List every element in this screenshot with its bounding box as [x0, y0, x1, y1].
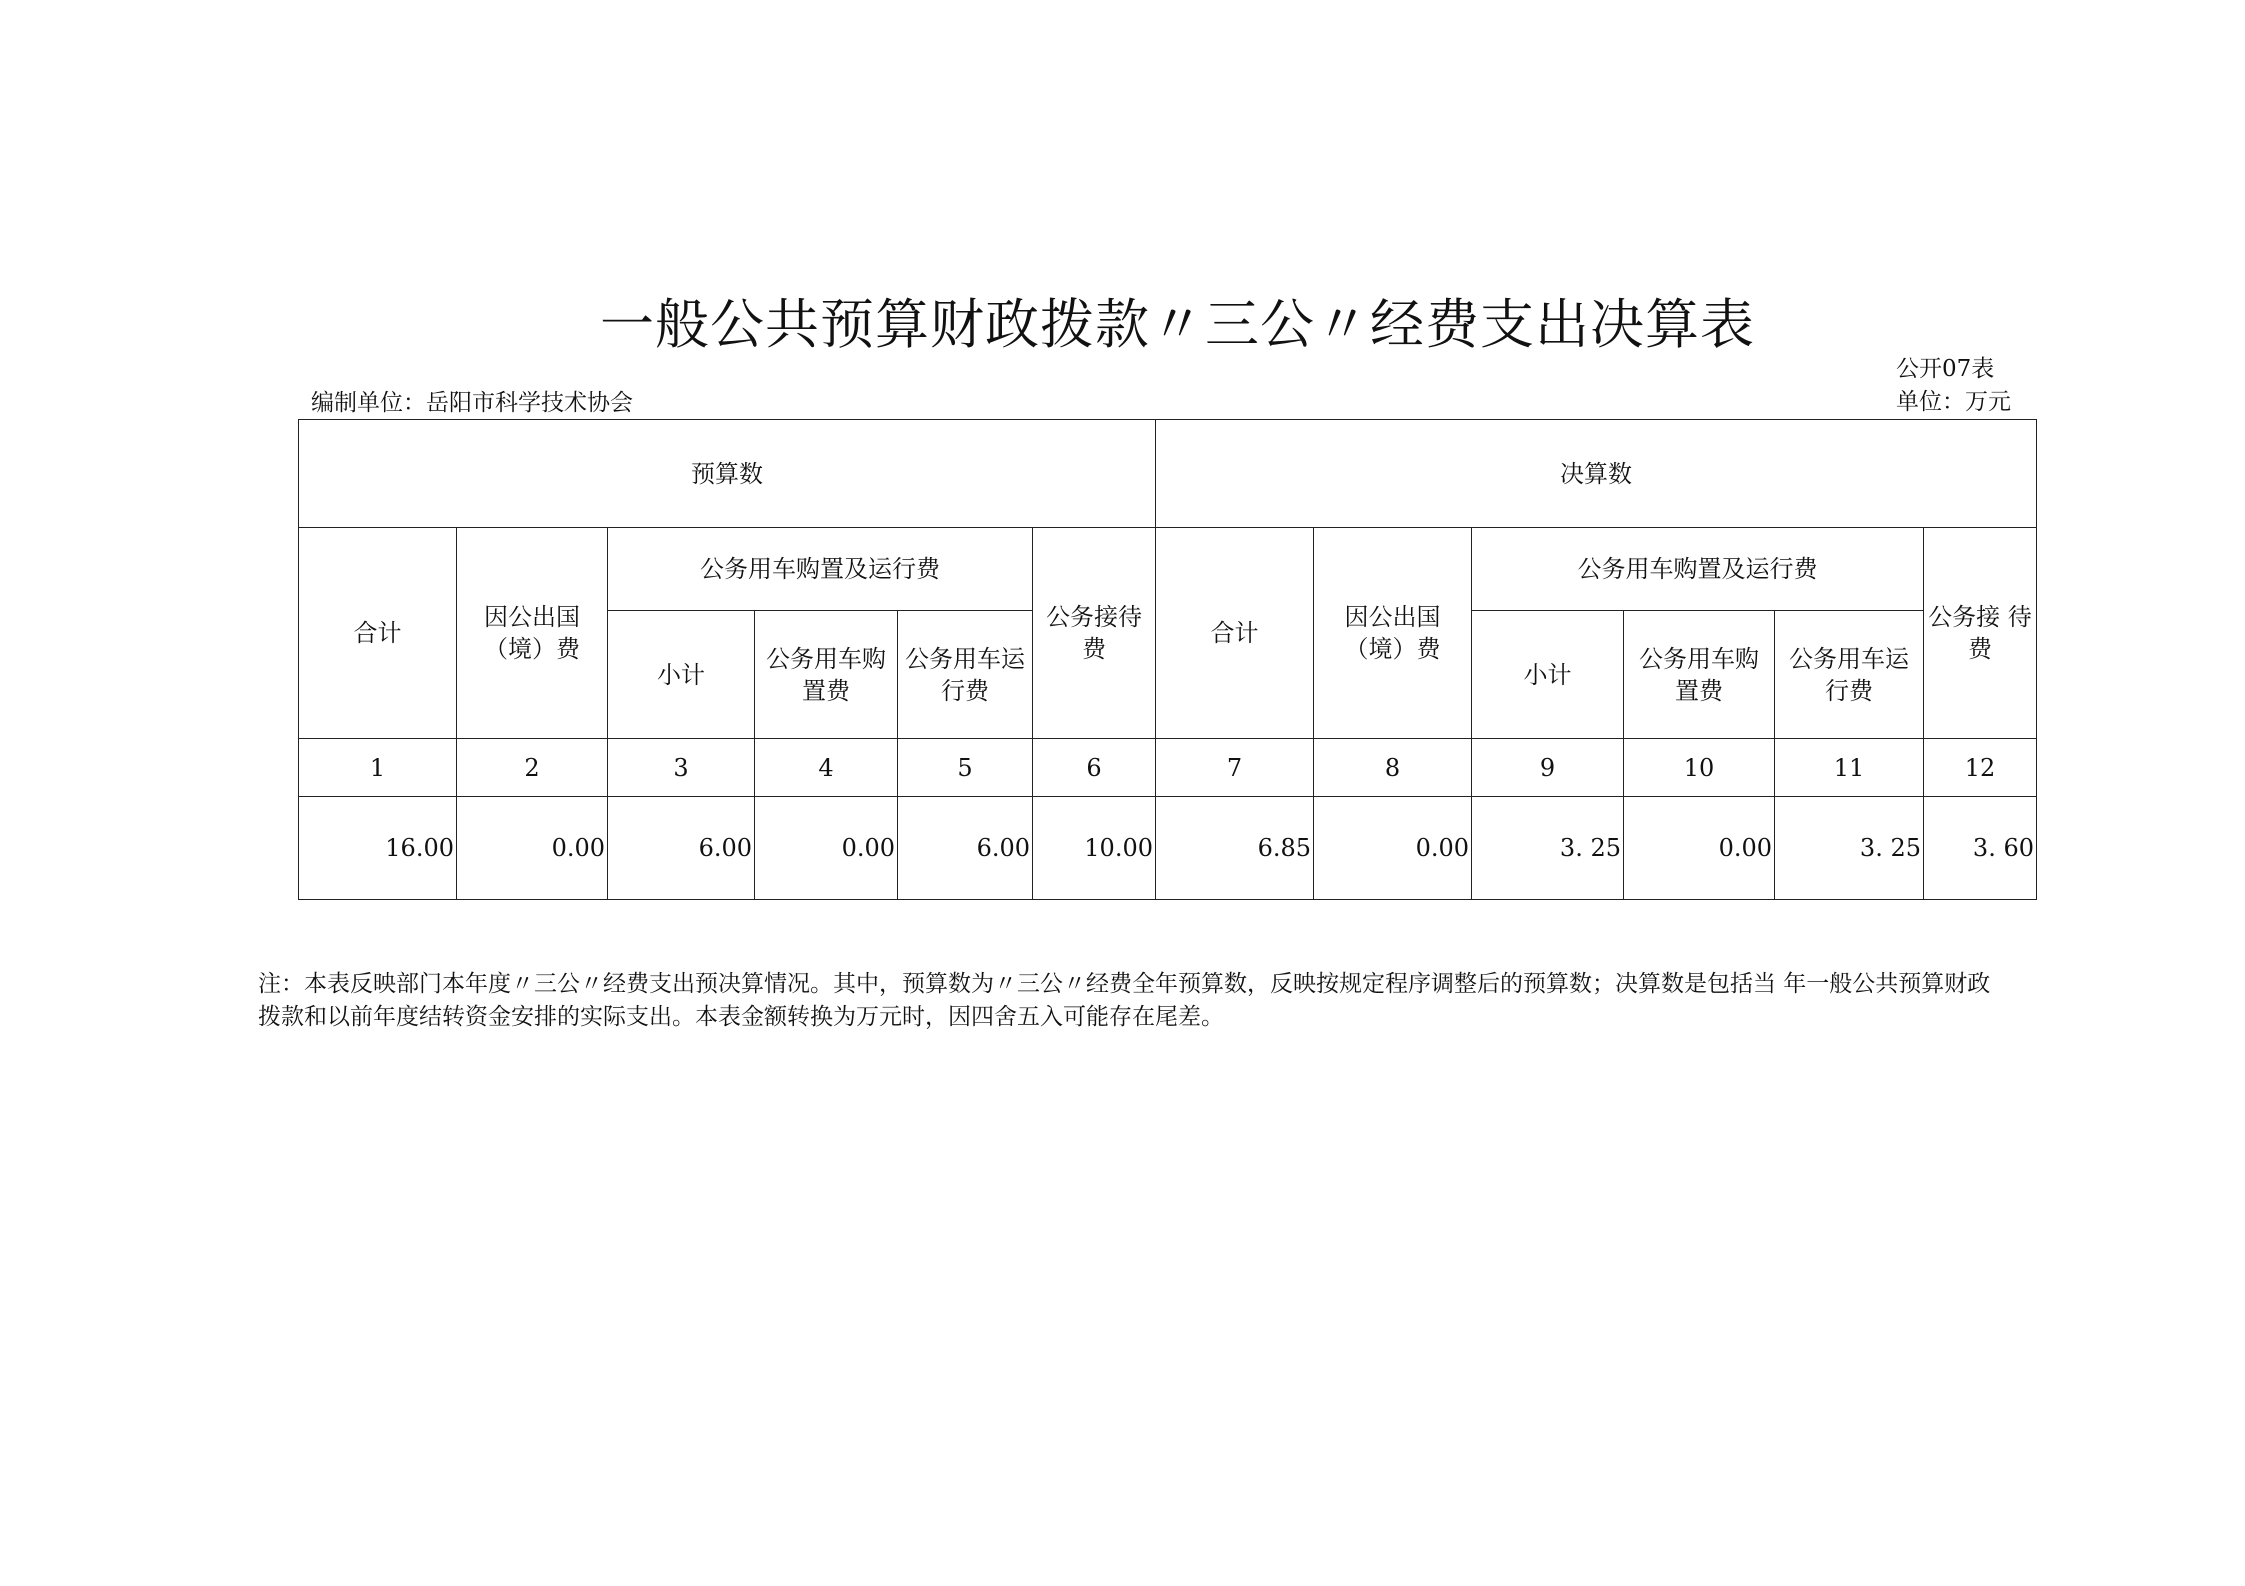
index-cell: 9 [1472, 739, 1624, 797]
index-row [299, 739, 2037, 797]
index-cell: 10 [1624, 739, 1775, 797]
value-cell: 3. 25 [1775, 797, 1924, 900]
budget-operation-header: 公务用车运行费 [898, 611, 1033, 739]
value-cell: 3. 60 [1924, 797, 2037, 900]
final-purchase-header: 公务用车购置费 [1624, 611, 1775, 739]
final-reception-header: 公务接 待费 [1924, 528, 2037, 739]
budget-abroad-header: 因公出国（境）费 [457, 528, 608, 739]
footnote: 注：本表反映部门本年度〃三公〃经费支出预决算情况。其中，预算数为〃三公〃经费全年预算数，反映按规定程序调整后的预算数；决算数是包括当 年一般公共预算财政拨款和以前年度结转资金安排的实际支出。本表金额转换为万元时，因四舍五入可能存在尾差。 [258, 971, 1991, 1030]
unit-label: 单位：万元 [1896, 389, 2011, 415]
group-final-header: 决算数 [1156, 420, 2037, 528]
final-abroad-header: 因公出国（境）费 [1314, 528, 1472, 739]
value-cell: 0.00 [755, 797, 898, 900]
index-cell: 1 [299, 739, 457, 797]
value-cell: 0.00 [457, 797, 608, 900]
group-budget-header: 预算数 [299, 420, 1156, 528]
value-cell: 16.00 [299, 797, 457, 900]
budget-subtotal-header: 小计 [608, 611, 755, 739]
value-cell: 3. 25 [1472, 797, 1624, 900]
index-cell: 11 [1775, 739, 1924, 797]
final-operation-header: 公务用车运行费 [1775, 611, 1924, 739]
org-label: 编制单位：岳阳市科学技术协会 [311, 390, 633, 416]
value-cell: 6.00 [608, 797, 755, 900]
value-cell: 6.85 [1156, 797, 1314, 900]
index-cell: 2 [457, 739, 608, 797]
final-vehicle-group-header: 公务用车购置及运行费 [1472, 528, 1924, 611]
value-row [299, 797, 2037, 900]
final-total-header: 合计 [1156, 528, 1314, 739]
value-cell: 6.00 [898, 797, 1033, 900]
index-cell: 3 [608, 739, 755, 797]
index-cell: 12 [1924, 739, 2037, 797]
budget-total-header: 合计 [299, 528, 457, 739]
page-title: 一般公共预算财政拨款〃三公〃经费支出决算表 [600, 293, 1755, 356]
form-number: 公开07表 [1896, 356, 1995, 382]
budget-purchase-header: 公务用车购置费 [755, 611, 898, 739]
index-cell: 6 [1033, 739, 1156, 797]
index-cell: 4 [755, 739, 898, 797]
final-subtotal-header: 小计 [1472, 611, 1624, 739]
budget-vehicle-group-header: 公务用车购置及运行费 [608, 528, 1033, 611]
value-cell: 0.00 [1314, 797, 1472, 900]
index-cell: 7 [1156, 739, 1314, 797]
index-cell: 5 [898, 739, 1033, 797]
index-cell: 8 [1314, 739, 1472, 797]
three-public-expenses-table [298, 419, 2037, 900]
value-cell: 0.00 [1624, 797, 1775, 900]
value-cell: 10.00 [1033, 797, 1156, 900]
budget-reception-header: 公务接待费 [1033, 528, 1156, 739]
